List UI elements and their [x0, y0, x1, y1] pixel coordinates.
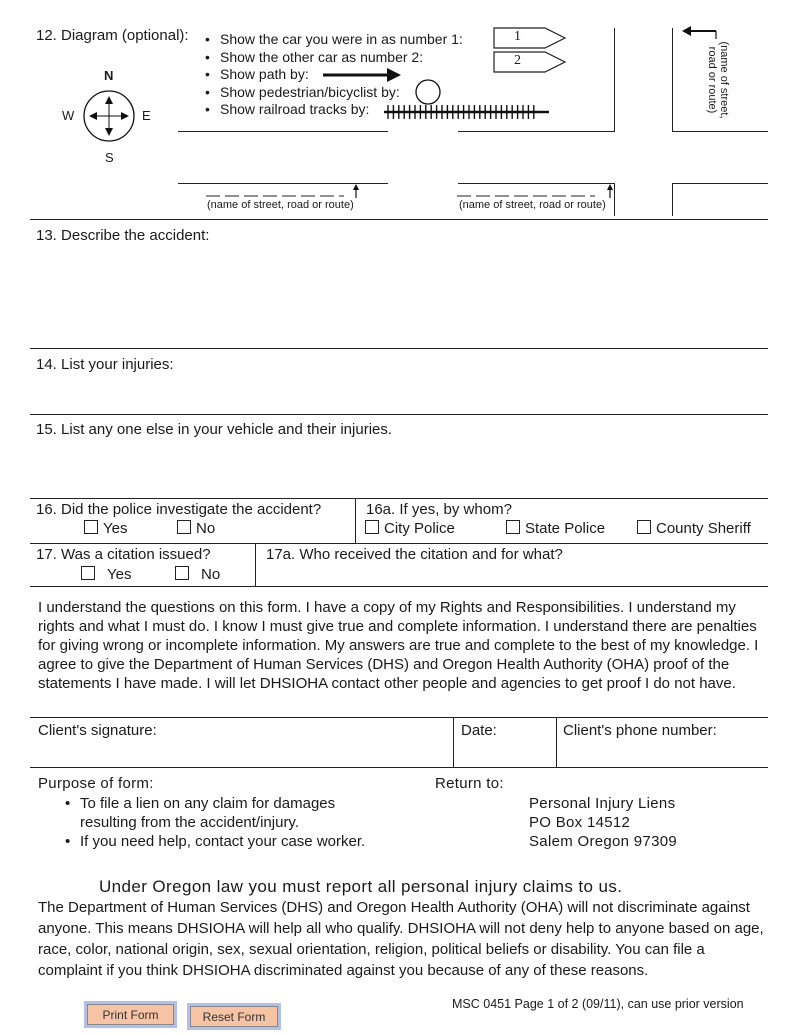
q16-yes-checkbox[interactable]: Yes	[84, 520, 127, 537]
client-signature-field[interactable]	[38, 742, 448, 764]
return-address-line: Personal Injury Liens	[529, 795, 676, 812]
car1-number: 1	[514, 29, 521, 44]
street-line	[672, 183, 768, 184]
divider	[30, 414, 768, 415]
compass-north: N	[104, 68, 114, 83]
car1-tag-icon	[493, 27, 568, 49]
street-line	[614, 28, 615, 132]
diagram-label: 12. Diagram (optional):	[36, 27, 189, 44]
compass-icon	[62, 68, 162, 168]
q17-yes-checkbox[interactable]: Yes	[81, 566, 131, 583]
return-address	[529, 794, 677, 851]
divider	[30, 543, 768, 544]
q13-label: 13. Describe the accident:	[36, 227, 210, 244]
divider	[30, 717, 768, 718]
divider	[30, 586, 768, 587]
street-line	[672, 183, 673, 216]
checkbox-icon	[175, 566, 189, 580]
q14-label: 14. List your injuries:	[36, 356, 174, 373]
client-signature-label: Client's signature:	[38, 722, 157, 739]
compass-south: S	[105, 150, 114, 165]
purpose-item: • To file a lien on any claim for damages resulting from the accident/injury.	[80, 794, 380, 832]
q15-answer-field[interactable]	[36, 442, 766, 496]
legend-item-railroad: • Show railroad tracks by:	[220, 101, 463, 119]
return-address-line: Salem Oregon 97309	[529, 833, 677, 850]
q17a-label: 17a. Who received the citation and for what?	[266, 546, 563, 563]
date-label: Date:	[461, 722, 497, 739]
certification-statement: I understand the questions on this form. I have a copy of my Rights and Responsibilities. I understand my rights and what I must do. I know I must give true and complete information. I understand there are penalties for giving wrong or incomplete information. My answers are true and complete to the best of my knowledge. I agree to give the Department of Human Services (DHS) and Oregon Health Authority (OHA) proof of the statements I have made. I will let DHSIOHA contact other people and agencies to get proof I do not have.	[38, 599, 759, 692]
divider	[255, 543, 256, 586]
checkbox-icon	[81, 566, 95, 580]
q16a-label: 16a. If yes, by whom?	[366, 501, 512, 518]
phone-field[interactable]	[563, 742, 763, 764]
q16-no-checkbox[interactable]: No	[177, 520, 215, 537]
divider	[30, 767, 768, 768]
street-name-field-right[interactable]: (name of street, road or route)	[706, 41, 730, 119]
path-arrow-icon	[323, 67, 403, 88]
compass-west: W	[62, 108, 75, 123]
divider	[30, 498, 768, 499]
street-line	[672, 28, 673, 132]
return-address-line: PO Box 14512	[529, 814, 631, 831]
purpose-list	[80, 794, 380, 851]
street-line	[178, 131, 388, 132]
legend-item-car1: • Show the car you were in as number 1:	[220, 31, 463, 49]
divider	[355, 498, 356, 543]
street-line	[458, 131, 615, 132]
date-field[interactable]	[461, 742, 551, 764]
checkbox-icon	[365, 520, 379, 534]
nondiscrimination-notice: The Department of Human Services (DHS) and Oregon Health Authority (OHA) will not discriminate against anyone. This means DHSIOHA will help all who qualify. DHSIOHA will not deny help to anyone based on age, race, color, national origin, sex, sexual orientation, religion, political beliefs or disability. You can file a complaint if you think DHSIOHA discriminated against you because of any of these reasons.	[38, 899, 764, 979]
q16-label: 16. Did the police investigate the accident?	[36, 501, 322, 518]
q17a-answer-field[interactable]	[266, 566, 766, 584]
checkbox-icon	[637, 520, 651, 534]
street-line	[672, 131, 768, 132]
purpose-item: • If you need help, contact your case worker.	[80, 832, 380, 851]
phone-label: Client's phone number:	[563, 722, 717, 739]
street-name-field-middle[interactable]: (name of street, road or route)	[459, 199, 606, 211]
q17-no-checkbox[interactable]: No	[175, 566, 220, 583]
car2-number: 2	[514, 53, 521, 68]
checkbox-icon	[177, 520, 191, 534]
compass-east: E	[142, 108, 151, 123]
street-name-field-left[interactable]: (name of street, road or route)	[207, 199, 354, 211]
car2-tag-icon	[493, 51, 568, 73]
purpose-title: Purpose of form:	[38, 775, 154, 792]
reset-form-button[interactable]: Reset Form	[187, 1003, 281, 1030]
form-footer: MSC 0451 Page 1 of 2 (09/11), can use prior version	[452, 997, 744, 1011]
q15-label: 15. List any one else in your vehicle and their injuries.	[36, 421, 393, 438]
legend-item-pedestrian: • Show pedestrian/bicyclist by:	[220, 84, 463, 102]
law-notice: Under Oregon law you must report all personal injury claims to us.	[99, 877, 623, 896]
print-form-button[interactable]: Print Form	[84, 1001, 177, 1028]
divider	[453, 717, 454, 767]
divider	[30, 348, 768, 349]
q14-answer-field[interactable]	[36, 376, 766, 412]
legend-item-path: • Show path by:	[220, 66, 463, 84]
railroad-tracks-icon	[384, 103, 554, 126]
q16a-city-police-checkbox[interactable]: City Police	[365, 520, 455, 537]
q16a-county-sheriff-checkbox[interactable]: County Sheriff	[637, 520, 751, 537]
legend-item-car2: • Show the other car as number 2:	[220, 49, 463, 67]
q13-answer-field[interactable]	[36, 248, 766, 346]
checkbox-icon	[506, 520, 520, 534]
divider	[30, 219, 768, 220]
return-to-title: Return to:	[435, 775, 504, 792]
checkbox-icon	[84, 520, 98, 534]
q17-label: 17. Was a citation issued?	[36, 546, 211, 563]
divider	[556, 717, 557, 767]
q16a-state-police-checkbox[interactable]: State Police	[506, 520, 605, 537]
